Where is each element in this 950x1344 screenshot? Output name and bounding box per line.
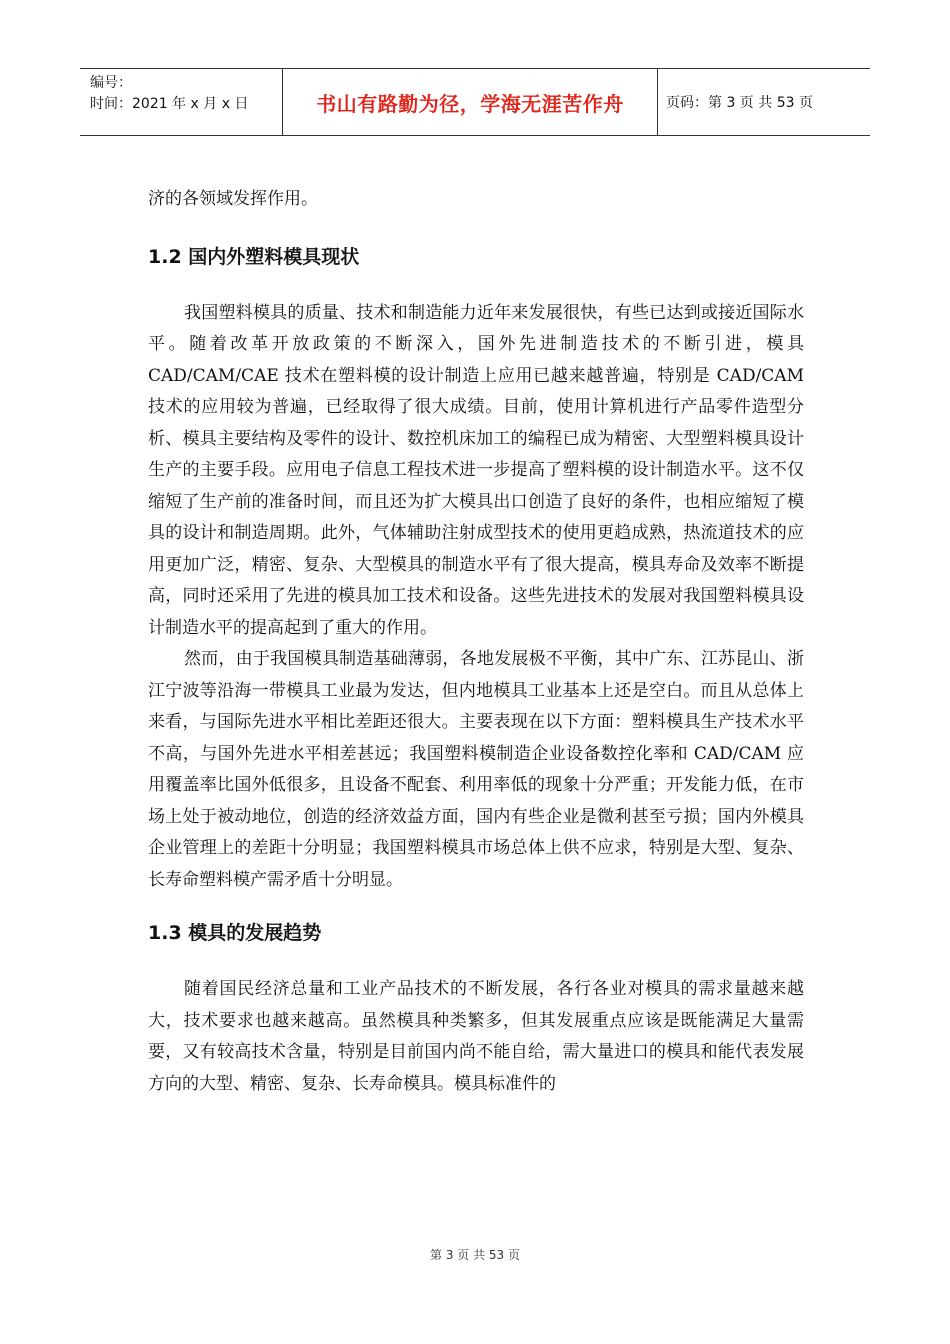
page-info-text: 页码：第 3 页 共 53 页 xyxy=(666,95,813,111)
section-heading-1-3: 1.3 模具的发展趋势 xyxy=(148,922,322,944)
header-page-info xyxy=(658,69,870,135)
document-body xyxy=(148,184,804,1100)
intro-line: 济的各领域发挥作用。 xyxy=(148,189,318,209)
time-label: 时间：2021 年 x 月 x 日 xyxy=(90,96,249,112)
paragraph: 然而，由于我国模具制造基础薄弱，各地发展极不平衡，其中广东、江苏昆山、浙江宁波等沿海一带模具工业最为发达，但内地模具工业基本上还是空白。而且从总体上来看，与国际先进水平相比差距还很大。主要表现在以下方面：塑料模具生产技术水平不高，与国外先进水平相差甚远；我国塑料模制造企业设备数控化率和 CAD/CAM 应用覆盖率比国外低很多，且设备不配套、利用率低的现象十分严重；开发能力低，在市场上处于被动地位，创造的经济效益方面，国内有些企业是微利甚至亏损；国内外模具企业管理上的差距十分明显；我国塑料模具市场总体上供不应求，特别是大型、复杂、长寿命塑料模产需矛盾十分明显。 xyxy=(148,649,804,890)
motto-text: 书山有路勤为径，学海无涯苦作舟 xyxy=(316,91,624,116)
number-label: 编号： xyxy=(90,75,132,91)
section-heading-1-2: 1.2 国内外塑料模具现状 xyxy=(148,245,360,268)
page-footer xyxy=(0,1246,950,1263)
header-meta xyxy=(80,69,283,135)
footer-page-number: 第 3 页 共 53 页 xyxy=(430,1248,520,1262)
paragraph: 随着国民经济总量和工业产品技术的不断发展，各行各业对模具的需求量越来越大，技术要求也越来越高。虽然模具种类繁多，但其发展重点应该是既能满足大量需要，又有较高技术含量，特别是目前国内尚不能自给，需大量进口的模具和能代表发展方向的大型、精密、复杂、长寿命模具。模具标准件的 xyxy=(148,979,804,1094)
header-motto xyxy=(283,69,658,135)
document-header xyxy=(80,68,870,136)
paragraph: 我国塑料模具的质量、技术和制造能力近年来发展很快，有些已达到或接近国际水平。随着改革开放政策的不断深入，国外先进制造技术的不断引进，模具 CAD/CAM/CAE 技术在塑料模的设计制造上应用已越来越普遍，特别是 CAD/CAM 技术的应用较为普遍，已经取得了很大成绩。目前，使用计算机进行产品零件造型分析、模具主要结构及零件的设计、数控机床加工的编程已成为精密、大型塑料模具设计生产的主要手段。应用电子信息工程技术进一步提高了塑料模的设计制造水平。这不仅缩短了生产前的准备时间，而且还为扩大模具出口创造了良好的条件，也相应缩短了模具的设计和制造周期。此外，气体辅助注射成型技术的使用更趋成熟，热流道技术的应用更加广泛，精密、复杂、大型模具的制造水平有了很大提高，模具寿命及效率不断提高，同时还采用了先进的模具加工技术和设备。这些先进技术的发展对我国塑料模具设计制造水平的提高起到了重大的作用。 xyxy=(148,302,804,638)
